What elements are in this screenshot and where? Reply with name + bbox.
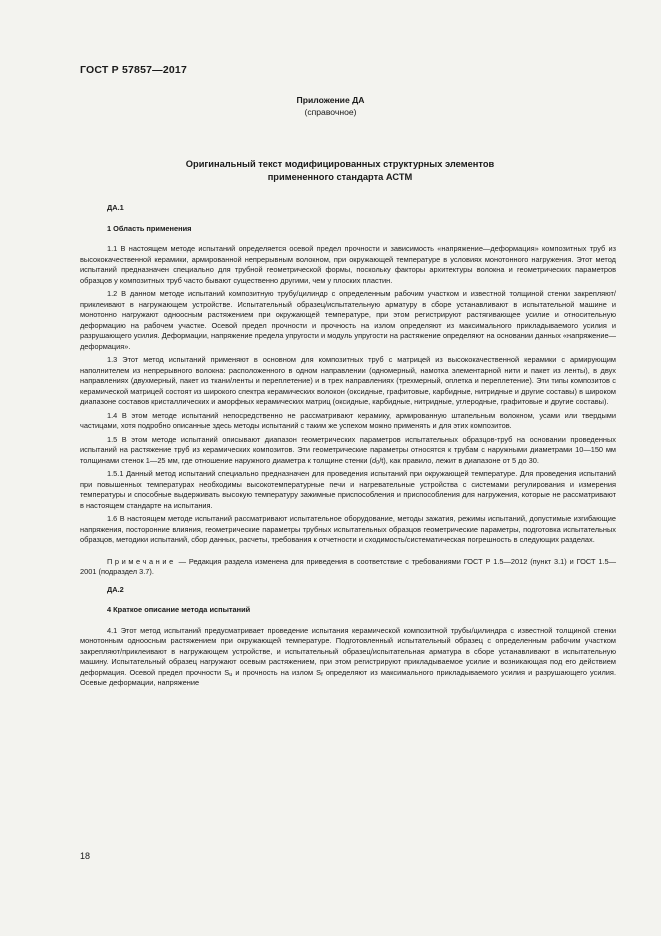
editorial-note: [80, 557, 616, 578]
paragraph-1-1: 1.1 В настоящем методе испытаний определяется осевой предел прочности и зависимость «напряжение—деформация» композитных труб из высококачественной керамики, армированной непрерывным волокном, при окружающей температуре в условиях монотонного нагружения. Этот метод испытаний предназначен специально для трубной геометрической формы, поскольку факторы архитектуры волокна и геометрических параметров образцов у композитных труб часто бывают существенно другими, чем у плоских пластин.: [80, 244, 616, 285]
strength-subscript-u: u: [229, 671, 233, 678]
note-label: Примечание: [107, 556, 176, 566]
title-line-2: примененного стандарта АСТМ: [267, 172, 413, 182]
diameter-subscript: 0: [376, 459, 380, 466]
paragraph-4-1-text-a: 4.1 Этот метод испытаний предусматривает проведение испытания керамической композитной трубы/цилиндра с известной толщиной стенки монотонным одноосным растяжением при окружающей температуре. Подготовленный испытательный образец с определенным рабочим участком закрепляют/приклеивают в нагружающем устройстве, и испытательный образец/испытательная арматура в сборе устанавливают в испытательную машину. Испытательный образец нагружают осевым растяжением, при этом регистрируют прикладываемое усилие и возникающая под его действием деформация. Осевой предел прочности S: [80, 625, 616, 677]
document-title: [100, 158, 580, 184]
paragraph-4-1-text-c: определяют из максимального прикладываемого усилия и разрушающего усилия. Осевые деформации, напряжение: [80, 667, 616, 687]
paragraph-1-5-1: 1.5.1 Данный метод испытаний специально предназначен для проведения испытаний при окружающей температуре. Для проведения испытаний при повышенных температурах необходимы высокотемпературные печи и нагревательные устройства с системами регулирования и измерения температуры и способные выдерживать высокую температуру зажимные приспособления и приспособления для нагружения, которые не рассматривают в настоящем стандарте на испытания.: [80, 469, 616, 510]
section-label-da1: ДА.1: [107, 203, 124, 212]
appendix-heading: [0, 94, 661, 118]
paragraph-4-1-text-b: и прочность на излом S: [232, 667, 322, 677]
paragraph-1-5: [80, 435, 616, 467]
appendix-subtitle: (справочное): [304, 107, 357, 117]
section-heading-scope: 1 Область применения: [107, 223, 192, 233]
paragraph-1-4: 1.4 В этом методе испытаний непосредственно не рассматривают керамику, армированную штапельным волокном, усами или твердыми частицами, хотя подробно описанные здесь методы испытаний с таким же успехом можно применять и для этих композитов.: [80, 410, 616, 430]
paragraph-1-3: 1.3 Этот метод испытаний применяют в основном для композитных труб с матрицей из высококачественной керамики с армирующим наполнителем из непрерывного волокна: расположенного в одном направлении (одномерный, намотка элементарной нити и пакет из ленты), в двух направлениях (двухмерный, пакет из ткани/ленты и переплетение) и в трех направлениях (трехмерный, оплетка и переплетение). Эти типы композитов с керамической матрицей состоят из широкого спектра керамических волокон (оксидные, графитовые, карбидные, нитридные и другие составы) в широком диапазоне составов кристаллических и аморфных керамических матриц (оксидные, карбидные, нитридные, углеродные, графитовые и другие составы).: [80, 355, 616, 406]
note-text: — Редакция раздела изменена для приведения в соответствие с требованиями ГОСТ Р 1.5—2012 (пункт 3.1) и ГОСТ 1.5—2001 (подраздел 3.7).: [80, 556, 616, 576]
paragraph-4-1: [80, 626, 616, 689]
strength-subscript-f: f: [321, 671, 323, 678]
document-header: ГОСТ Р 57857—2017: [80, 64, 188, 76]
paragraph-1-5-text-a: 1.5 В этом методе испытаний описывают диапазон геометрических параметров испытательных образцов-труб на основании проведенных испытаний на растяжение труб из керамических композитов. Эти геометрические параметры относятся к трубам с наружными диаметрами 10—150 мм толщинами стенок 1—25 мм, где отношение наружного диаметра к толщине стенки (: [80, 434, 616, 465]
title-line-1: Оригинальный текст модифицированных структурных элементов: [185, 159, 495, 169]
paragraph-1-6: 1.6 В настоящем методе испытаний рассматривают испытательное оборудование, методы зажатия, режимы испытаний, допустимые изгибающие напряжения, посторонние влияния, геометрические параметры трубных испытательных образцов геометрические параметры, подготовка испытательных образцов, методики испытаний, сбор данных, расчеты, требования к отчетности и сходимость/систематическая погрешность в следующих разделах.: [80, 514, 616, 544]
appendix-title: Приложение ДА: [296, 95, 365, 105]
diameter-symbol: d: [372, 455, 377, 465]
document-body: [80, 203, 616, 692]
section-label-da2: ДА.2: [107, 584, 124, 594]
paragraph-1-5-text-b: /t), как правило, лежит в диапазоне от 5 до 30.: [379, 455, 539, 465]
paragraph-1-2: 1.2 В данном методе испытаний композитную трубу/цилиндр с определенным рабочим участком и известной толщиной стенки закрепляют/приклеивают в нагружающем устройстве. Испытательный образец/испытательную арматуру в сборе устанавливают в испытательной машине и монотонно нагружают одноосным растяжением при окружающей температуре, при этом регистрируют растягивающее усилие и относительную деформацию на рабочем участке. Осевой предел прочности и прочность на излом определяют из максимального прикладываемого усилия и разрушающего усилия. Деформации, напряжение предела упругости и модуль упругости на растяжение определяют на основании данных «напряжение—деформация».: [80, 289, 616, 351]
section-heading-method: 4 Краткое описание метода испытаний: [107, 605, 251, 614]
page-number: 18: [80, 851, 91, 861]
